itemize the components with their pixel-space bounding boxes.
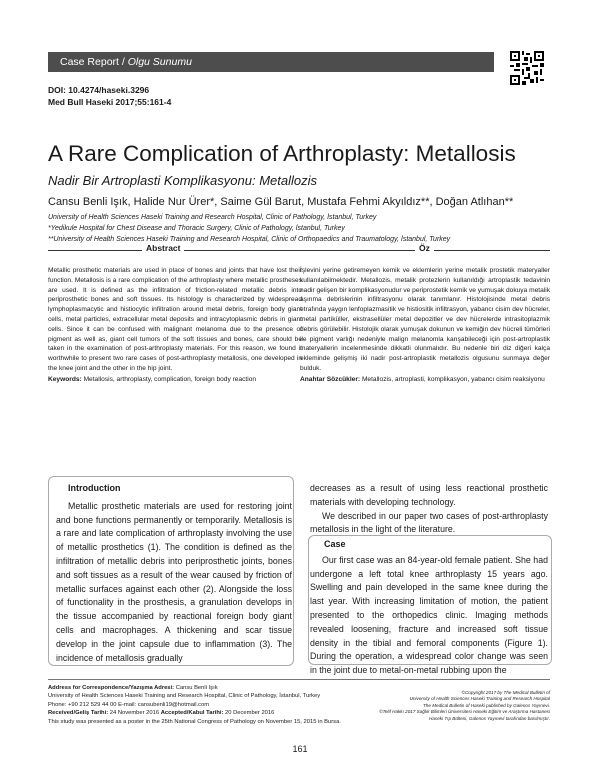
case-heading: Case	[324, 539, 346, 549]
right-column	[310, 482, 548, 537]
author-list: Cansu Benli Işık, Halide Nur Ürer*, Saime Gül Barut, Mustafa Fehmi Akyıldız**, Doğan Atlıhan**	[48, 196, 514, 208]
citation-text: Med Bull Haseki 2017;55:161-4	[48, 97, 172, 107]
page-number: 161	[292, 744, 308, 754]
oz-heading-row	[300, 243, 550, 257]
case-paragraph: Our first case was an 84-year-old female patient. She had undergone a left total knee arthroplasty 15 years ago. Swelling and pain developed in the same knee during the last year. With increasing limitation of motion, the patient presented to the orthopedics clinic. Imaging methods revealed loosening, fracture and increased soft tissue density in the tibial and femoral components (Figure 1). During the operation, a widespread color change was seen in the joint due to metal-on-metal rubbing upon the	[310, 554, 548, 676]
article-type-label-tr: Olgu Sunumu	[127, 56, 192, 68]
right-paragraph-2: We described in our paper two cases of post-arthroplasty metallosis in the light of the literature.	[310, 510, 548, 535]
abstract-heading: Abstract	[142, 243, 184, 253]
accepted-date: 20 December 2016	[225, 710, 275, 717]
affiliation-3: **University of Health Sciences Haseki Training and Research Hospital, Clinic of Orthopaedics and Traumatology, İstanbul, Turkey	[48, 236, 451, 243]
article-type-label: Case Report /	[60, 56, 125, 68]
footer-divider	[48, 679, 550, 680]
abstract-heading-row	[48, 243, 302, 257]
keywords-text: Metallosis, arthroplasty, complication, foreign body reaction	[83, 375, 257, 383]
affiliation-1: University of Health Sciences Haseki Training and Research Hospital, Clinic of Pathology, İstanbul, Turkey	[48, 214, 377, 221]
copyright-line-3: The Medical Bulletin of Haseki published by Galenos Yayınevi.	[423, 702, 550, 708]
presentation-note: This study was presented as a poster in the 25th National Congress of Pathology on November 15, 2015 in Bursa.	[48, 718, 341, 725]
oz-body	[300, 266, 550, 385]
copyright-block	[360, 690, 550, 722]
oz-text: İşlevini yerine getiremeyen kemik ve eklemlerin yerine metalik prostetik materyaller kullanılabilmektedir. Metallozis, metalik protezlerin kullanıldığı artroplastik tedavinin nadir gelişen bir komplikasyonudur ve periprostetik kemik ve yumuşak dokuya metalik aşınma debrislerinin infiltrasyonu olarak tanımlanır. Histolojisinde metal debris etrafında yaygın lenfoplazmasitik ve histiositik infiltrasyon, yabancı cisim dev hücreler, metal partiküller, ekstrasellüler metal depozitler ve dev hücrelerde intrasitoplazmik debris görülebilir. Histolojik olarak yumuşak dokunun ve kemiğin dev hücreli tümörleri ile pigment varlığı nedeniyle malign melanomla karışabileceği için post-artroplastik materyallerin incelenmesinde dikkatli olunmalıdır. Bu nedenle biri diz diğeri kalça ekleminde gelişmiş iki nadir post-artroplastik metallozis olgusunu sunmaya değer bulduk.	[300, 267, 550, 372]
anahtar-label: Anahtar Sözcükler:	[300, 375, 361, 383]
affiliation-2: *Yedikule Hospital for Chest Disease and Thoracic Surgery, Clinic of Pathology, İstanbul, Turkey	[48, 225, 345, 232]
article-subtitle-tr: Nadir Bir Artroplasti Komplikasyonu: Metallozis	[48, 173, 318, 188]
copyright-line-1: ©Copyright 2017 by The Medical Bulletin of	[461, 690, 550, 695]
keywords-label: Keywords:	[48, 375, 82, 383]
correspondence-label: Address for Correspondence/Yazışma Adresi:	[48, 685, 175, 691]
case-section	[310, 538, 548, 678]
correspondence-address: University of Health Sciences Haseki Training and Research Hospital, Clinic of Pathology, İstanbul, Turkey	[48, 693, 321, 700]
copyright-line-2: University of Health Sciences Haseki Training and Research Hospital	[409, 696, 550, 702]
doi-text: DOI: 10.4274/haseki.3296	[48, 85, 150, 95]
correspondence-name: Cansu Benli Işık	[175, 685, 218, 691]
accepted-label: Accepted/Kabul Tarihi:	[160, 710, 224, 717]
introduction-paragraph: Metallic prosthetic materials are used for restoring joint and bone functions permanently or temporarily. Metallosis is a rare and late complication of arthroplasty involving the use of metallic prosthetics (1). The condition is defined as the infiltration of metallic debris into periprosthetic joints, bones and soft tissues as a result of the wear caused by friction of metallic surfaces against each other (2). Alongside the loss of functionality in the prosthesis, a granulation develops in the tissue accompanied by reactional foreign body giant cells and macrophages. A thickening and scar tissue develop in the joint capsule due to inflammation (3). The incidence of metallosis gradually	[56, 500, 292, 663]
article-title: A Rare Complication of Arthroplasty: Metallosis	[48, 141, 516, 166]
abstract-body	[48, 266, 302, 385]
correspondence-block	[48, 684, 378, 726]
right-paragraph-1: decreases as a result of using less reactional prosthetic materials with developing technology.	[310, 483, 548, 507]
introduction-heading: Introduction	[68, 483, 121, 493]
received-label: Received/Geliş Tarihi:	[48, 710, 109, 717]
contact-info: Phone: +90 212 529 44 00 E-mail: cansubenli19@hotmail.com	[48, 701, 210, 708]
oz-heading: Öz	[415, 243, 434, 253]
qr-code-icon	[510, 51, 544, 85]
abstract-text: Metallic prosthetic materials are used in place of bones and joints that have lost their function. Metallosis is a rare complication of the arthroplasty where metallic prostheses are used. It is defined as the infiltration of friction-related metallic debris into periprosthetic bones and soft tissues. Its histology is characterized by widespread lymphoplasmacytic and histiocytic infiltration around metal debris, foreign body giant cells, metal particles, extracellular metal deposits and intracytoplasmic debris in giant cells. Since it can be confused with malignant melanoma due to the presence of pigment as well as, giant cell tumors of the soft tissues and bones, care should be taken in the examination of post-arthroplasty materials. For this reason, we found it worthwhile to present two rare cases of post-arthroplasty metallosis, one developed in the knee joint and the other in the hip joint.	[48, 267, 302, 372]
received-date: 24 November 2016	[109, 710, 160, 717]
copyright-line-4: ©Telif Hakkı 2017 Sağlık Bilimleri Üniversitesi Haseki Eğitim ve Araştırma Hastanesi	[379, 709, 550, 715]
anahtar-text: Metallozis, artroplasti, komplikasyon, yabancı cisim reaksiyonu	[361, 375, 545, 383]
doi-block	[48, 84, 171, 108]
copyright-line-5: Haseki Tıp Bülteni, Galenos Yayınevi tarafından basılmıştır.	[429, 715, 550, 721]
article-type-bar	[48, 52, 494, 72]
introduction-section	[56, 482, 292, 665]
